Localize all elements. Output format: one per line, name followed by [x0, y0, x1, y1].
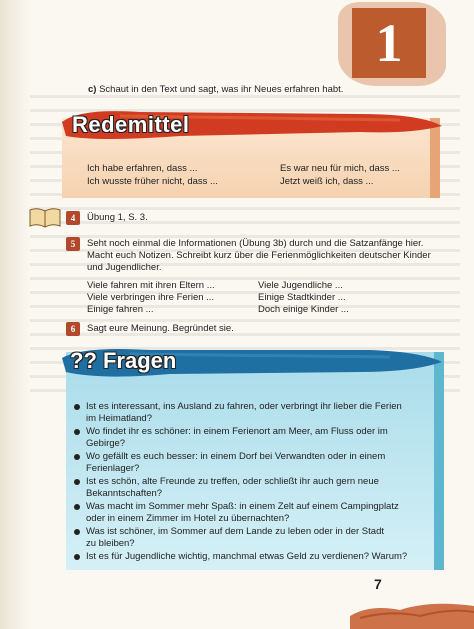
task5-line: Macht euch Notizen. Schreibt kurz über die Ferienmöglichkeiten deutscher Kinder [87, 250, 431, 261]
page-edge-shade [0, 0, 30, 629]
question-line: Was ist schöner, im Sommer auf dem Lande zu leben oder in der Stadt [86, 526, 384, 537]
bullet-icon [74, 429, 80, 435]
exercise-c-text: Schaut in den Text und sagt, was ihr Neues erfahren habt. [99, 84, 344, 95]
chapter-number: 1 [375, 13, 403, 73]
bullet-icon [74, 504, 80, 510]
task4-text: Übung 1, S. 3. [87, 212, 148, 223]
sentence-starter: Viele Jugendliche ... [258, 280, 343, 291]
bullet-icon [74, 554, 80, 560]
question-line: Ist es für Jugendliche wichtig, manchmal etwas Geld zu verdienen? Warum? [86, 551, 408, 562]
sentence-starter: Einige fahren ... [87, 304, 154, 315]
question-item [86, 401, 428, 425]
question-line: Ist es interessant, ins Ausland zu fahren, oder verbringt ihr lieber die Ferien [86, 401, 402, 412]
task6-text: Sagt eure Meinung. Begründet sie. [87, 323, 234, 334]
redemittel-phrase: Jetzt weiß ich, dass ... [280, 176, 374, 187]
page-number: 7 [374, 576, 382, 592]
bullet-icon [74, 454, 80, 460]
task-number-badge: 4 [66, 211, 80, 225]
question-item [86, 476, 428, 500]
exercise-c-label: c) [88, 84, 97, 95]
torn-paper-decoration [350, 596, 474, 629]
redemittel-title: Redemittel [72, 112, 190, 137]
task5-line: Seht noch einmal die Informationen (Übung 3b) durch und die Satzanfänge hier. [87, 238, 424, 249]
task5-line: und Jugendlicher. [87, 262, 162, 273]
bullet-icon [74, 529, 80, 535]
book-icon [28, 206, 62, 228]
task-number-badge: 5 [66, 237, 80, 251]
bullet-icon [74, 404, 80, 410]
question-item [86, 501, 428, 525]
sentence-starter: Doch einige Kinder ... [258, 304, 349, 315]
question-line: Wo findet ihr es schöner: in einem Ferienort am Meer, am Fluss oder im [86, 426, 388, 437]
task-number-badge: 6 [66, 322, 80, 336]
question-line: Bekanntschaften? [86, 488, 163, 499]
sentence-starter: Viele verbringen ihre Ferien ... [87, 292, 215, 303]
bullet-icon [74, 479, 80, 485]
chapter-badge [352, 8, 426, 78]
question-line: Wo gefällt es euch besser: in einem Dorf bei Verwandten oder in einem [86, 451, 386, 462]
question-item [86, 526, 428, 550]
sentence-starter: Einige Stadtkinder ... [258, 292, 346, 303]
question-item [86, 451, 428, 475]
question-line: Ferienlager? [86, 463, 140, 474]
question-line: im Heimatland? [86, 413, 152, 424]
exercise-c [88, 84, 343, 95]
question-line: Gebirge? [86, 438, 126, 449]
question-line: zu bleiben? [86, 538, 135, 549]
question-line: Was macht im Sommer mehr Spaß: in einem Zelt auf einem Campingplatz [86, 501, 399, 512]
redemittel-phrase: Ich habe erfahren, dass ... [87, 163, 198, 174]
question-line: Ist es schön, alte Freunde zu treffen, oder schließt ihr auch gern neue [86, 476, 379, 487]
fragen-title: ?? Fragen [70, 348, 177, 373]
sentence-starter: Viele fahren mit ihren Eltern ... [87, 280, 215, 291]
redemittel-phrase: Es war neu für mich, dass ... [280, 163, 400, 174]
question-item [86, 551, 428, 563]
redemittel-phrase: Ich wusste früher nicht, dass ... [87, 176, 218, 187]
question-item [86, 426, 428, 450]
question-line: oder in einem Zimmer im Hotel zu übernachten? [86, 513, 290, 524]
